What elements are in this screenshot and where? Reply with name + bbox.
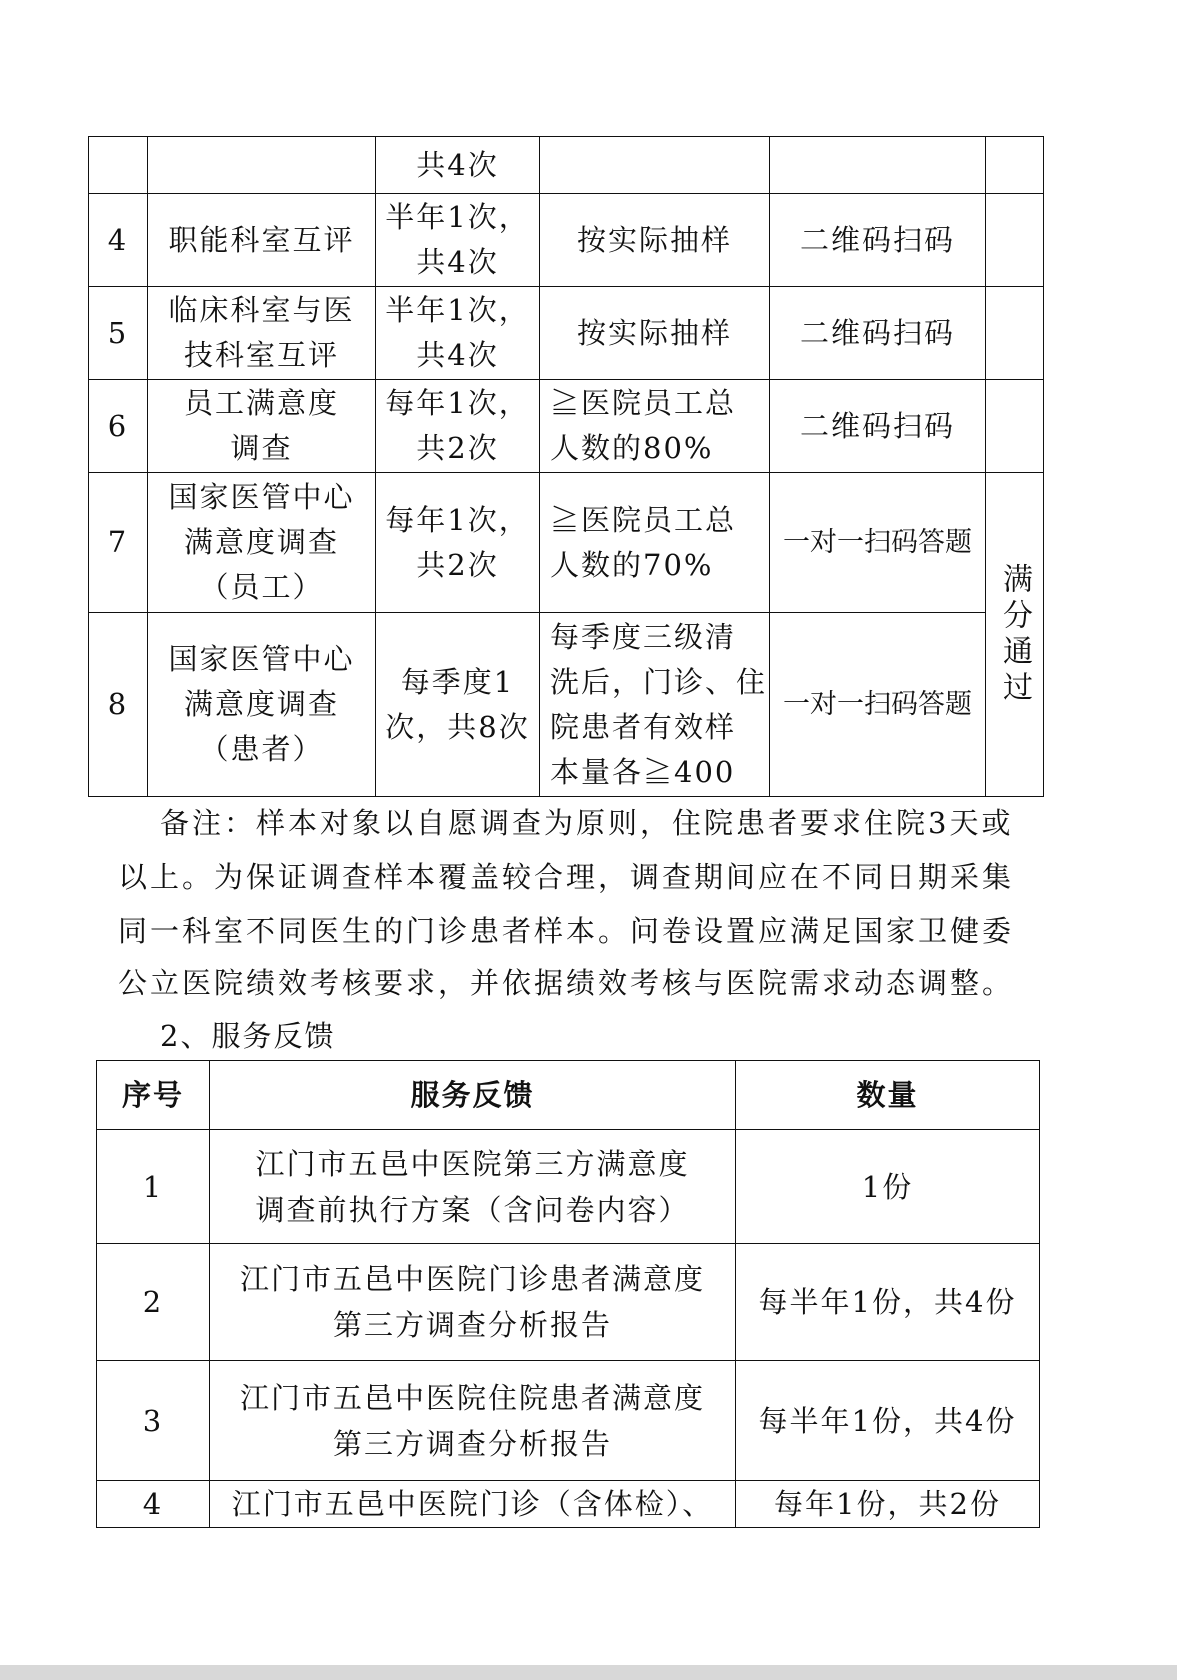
row-number: 2 <box>97 1244 210 1361</box>
note-line: 以上。为保证调查样本覆盖较合理，调查期间应在不同日期采集 <box>118 860 1015 894</box>
survey-frequency: 每季度1 次，共8次 <box>376 613 540 797</box>
feedback-item: 江门市五邑中医院第三方满意度 调查前执行方案（含问卷内容） <box>210 1130 736 1244</box>
note-line: 公立医院绩效考核要求，并依据绩效考核与医院需求动态调整。 <box>118 966 1015 1000</box>
survey-method: 二维码扫码 <box>770 287 986 380</box>
row-number: 1 <box>97 1130 210 1244</box>
survey-sample <box>540 137 770 194</box>
header-qty: 数量 <box>736 1061 1040 1130</box>
survey-sample: 按实际抽样 <box>540 194 770 287</box>
header-feedback: 服务反馈 <box>210 1061 736 1130</box>
table-row <box>89 194 1044 287</box>
survey-method <box>770 137 986 194</box>
table-row <box>97 1481 1040 1528</box>
feedback-qty: 1份 <box>736 1130 1040 1244</box>
survey-frequency: 每年1次， 共2次 <box>376 380 540 473</box>
survey-method: 一对一扫码答题 <box>770 473 986 613</box>
survey-result <box>986 194 1044 287</box>
survey-method: 一对一扫码答题 <box>770 613 986 797</box>
survey-item <box>148 137 376 194</box>
row-number: 7 <box>89 473 148 613</box>
survey-item: 员工满意度 调查 <box>148 380 376 473</box>
survey-method: 二维码扫码 <box>770 194 986 287</box>
row-number: 4 <box>89 194 148 287</box>
table-row <box>97 1130 1040 1244</box>
feedback-item: 江门市五邑中医院门诊（含体检）、 <box>210 1481 736 1528</box>
survey-table <box>88 136 1044 797</box>
feedback-qty: 每半年1份，共4份 <box>736 1361 1040 1481</box>
survey-result <box>986 287 1044 380</box>
table-row <box>89 137 1044 194</box>
row-number: 3 <box>97 1361 210 1481</box>
survey-item: 国家医管中心 满意度调查 （患者） <box>148 613 376 797</box>
note-line: 同一科室不同医生的门诊患者样本。问卷设置应满足国家卫健委 <box>118 914 1015 948</box>
row-number <box>89 137 148 194</box>
table-row <box>89 380 1044 473</box>
header-no: 序号 <box>97 1061 210 1130</box>
survey-item: 临床科室与医 技科室互评 <box>148 287 376 380</box>
page-bottom-edge <box>0 1665 1177 1680</box>
row-number: 4 <box>97 1481 210 1528</box>
table-row <box>89 287 1044 380</box>
table-row <box>89 613 1044 797</box>
feedback-table <box>96 1060 1040 1528</box>
survey-sample: 按实际抽样 <box>540 287 770 380</box>
survey-result <box>986 380 1044 473</box>
survey-item: 职能科室互评 <box>148 194 376 287</box>
survey-result-merged <box>986 473 1044 797</box>
row-number: 5 <box>89 287 148 380</box>
table-row <box>97 1361 1040 1481</box>
survey-frequency: 半年1次， 共4次 <box>376 194 540 287</box>
survey-item: 国家医管中心 满意度调查 （员工） <box>148 473 376 613</box>
survey-sample: 每季度三级清 洗后，门诊、住 院患者有效样 本量各≧400 <box>540 613 770 797</box>
table-header-row <box>97 1061 1040 1130</box>
survey-result <box>986 137 1044 194</box>
section-title: 2、服务反馈 <box>160 1019 336 1053</box>
survey-method: 二维码扫码 <box>770 380 986 473</box>
survey-sample: ≧医院员工总 人数的70% <box>540 473 770 613</box>
survey-frequency: 共4次 <box>376 137 540 194</box>
survey-result-text: 满分通过 <box>997 562 1032 707</box>
survey-sample: ≧医院员工总 人数的80% <box>540 380 770 473</box>
feedback-item: 江门市五邑中医院门诊患者满意度 第三方调查分析报告 <box>210 1244 736 1361</box>
row-number: 8 <box>89 613 148 797</box>
survey-frequency: 每年1次， 共2次 <box>376 473 540 613</box>
note-line: 备注：样本对象以自愿调查为原则，住院患者要求住院3天或 <box>160 806 1014 840</box>
table-row <box>97 1244 1040 1361</box>
row-number: 6 <box>89 380 148 473</box>
feedback-qty: 每年1份，共2份 <box>736 1481 1040 1528</box>
feedback-item: 江门市五邑中医院住院患者满意度 第三方调查分析报告 <box>210 1361 736 1481</box>
survey-frequency: 半年1次， 共4次 <box>376 287 540 380</box>
table-row <box>89 473 1044 613</box>
feedback-qty: 每半年1份，共4份 <box>736 1244 1040 1361</box>
